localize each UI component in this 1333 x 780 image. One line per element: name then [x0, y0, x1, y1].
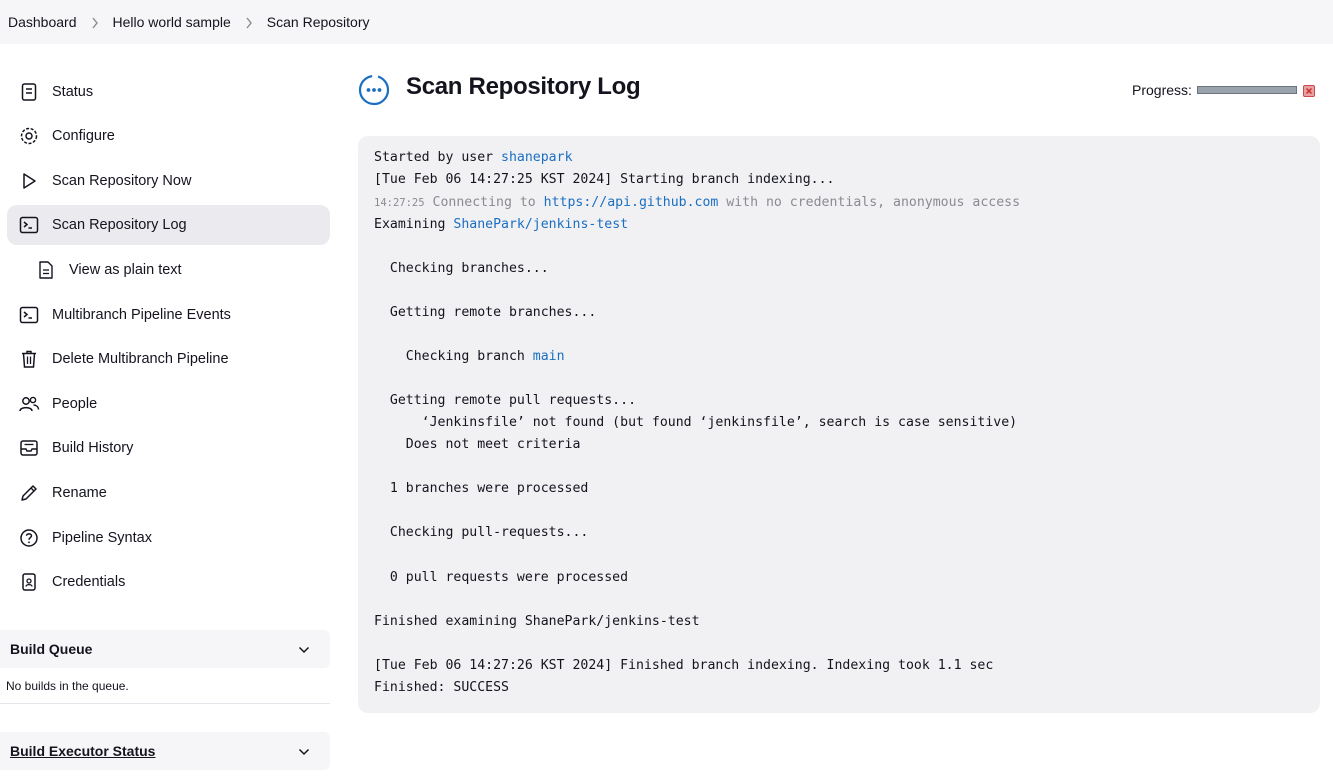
- console-line: [374, 347, 565, 367]
- progress-fill: [1198, 87, 1296, 93]
- chevron-down-icon[interactable]: [298, 744, 310, 760]
- people-icon: [18, 393, 40, 415]
- console-line: 0 pull requests were processed: [374, 570, 629, 585]
- terminal-icon: [18, 214, 40, 236]
- repository-link[interactable]: ShanePark/jenkins-test: [453, 217, 629, 232]
- build-executor-status-header[interactable]: [0, 732, 330, 770]
- sidebar-item-label: People: [52, 396, 98, 412]
- play-icon: [18, 170, 40, 192]
- console-timestamp: 14:27:25: [374, 197, 425, 209]
- sidebar-item-label: Status: [52, 84, 94, 100]
- console-line: Getting remote pull requests...: [374, 393, 637, 408]
- gear-icon: [18, 125, 40, 147]
- stop-icon[interactable]: [1303, 84, 1315, 96]
- sidebar-item-label: Scan Repository Now: [52, 173, 192, 189]
- console-text: Checking branch: [374, 349, 533, 364]
- sidebar-item-label: Delete Multibranch Pipeline: [52, 351, 229, 367]
- console-line: ‘Jenkinsfile’ not found (but found ‘jenkinsfile’, search is case sensitive): [374, 415, 1018, 430]
- console-line: Finished: SUCCESS: [374, 680, 509, 695]
- sidebar-item-multibranch-pipeline-events[interactable]: [7, 295, 330, 335]
- inbox-icon: [18, 437, 40, 459]
- console-line: [374, 148, 573, 168]
- console-text: Started by user: [374, 150, 502, 165]
- sidebar-item-pipeline-syntax[interactable]: [7, 518, 330, 558]
- credentials-icon: [18, 571, 40, 593]
- status-icon: [18, 81, 40, 103]
- console-text: Examining: [374, 217, 454, 232]
- console-line: Checking pull-requests...: [374, 525, 589, 540]
- console-text: with no credentials, anonymous access: [718, 195, 1021, 210]
- console-line: Checking branches...: [374, 261, 549, 276]
- console-text: Connecting to: [424, 195, 544, 210]
- chevron-down-icon[interactable]: [298, 642, 310, 658]
- sidebar-item-scan-repository-log[interactable]: [7, 205, 330, 245]
- document-icon: [35, 259, 57, 281]
- console-line: Does not meet criteria: [374, 437, 581, 452]
- chevron-right-icon: [231, 14, 267, 30]
- console-line: [374, 193, 1020, 213]
- console-line: [Tue Feb 06 14:27:26 KST 2024] Finished branch indexing. Indexing took 1.1 sec: [374, 658, 994, 673]
- sidebar-item-scan-repository-now[interactable]: [7, 161, 330, 201]
- console-line: Getting remote branches...: [374, 305, 597, 320]
- build-executor-status-title[interactable]: Build Executor Status: [10, 743, 156, 759]
- sidebar-item-label: Configure: [52, 128, 115, 144]
- sidebar-item-label: Rename: [52, 485, 107, 501]
- page-title: Scan Repository Log: [406, 73, 641, 100]
- sidebar-item-status[interactable]: [7, 72, 330, 112]
- pencil-icon: [18, 482, 40, 504]
- build-queue-title: Build Queue: [10, 641, 93, 657]
- api-github-link[interactable]: https://api.github.com: [543, 195, 719, 210]
- sidebar-item-label: View as plain text: [69, 262, 182, 278]
- console-output: [358, 136, 1320, 713]
- sidebar-item-people[interactable]: [7, 384, 330, 424]
- user-link[interactable]: shanepark: [501, 150, 573, 165]
- sidebar: [0, 44, 340, 780]
- terminal-icon: [18, 304, 40, 326]
- breadcrumb-dashboard[interactable]: Dashboard: [8, 14, 77, 30]
- chevron-right-icon: [77, 14, 113, 30]
- breadcrumb-scan-repository[interactable]: Scan Repository: [266, 14, 370, 30]
- build-queue-empty-text: No builds in the queue.: [6, 679, 129, 693]
- sidebar-item-build-history[interactable]: [7, 428, 330, 468]
- sidebar-item-label: Multibranch Pipeline Events: [52, 307, 231, 323]
- in-progress-icon: [358, 74, 390, 111]
- sidebar-item-label: Scan Repository Log: [52, 217, 187, 233]
- help-icon: [18, 527, 40, 549]
- sidebar-item-configure[interactable]: [7, 116, 330, 156]
- sidebar-item-label: Credentials: [52, 574, 126, 590]
- console-line: Finished examining ShanePark/jenkins-test: [374, 614, 700, 629]
- console-line: [374, 215, 628, 235]
- sidebar-item-rename[interactable]: [7, 473, 330, 513]
- breadcrumb: [0, 0, 1333, 44]
- sidebar-item-label: Build History: [52, 440, 134, 456]
- build-queue-header[interactable]: [0, 630, 330, 668]
- progress-label: Progress:: [1132, 82, 1192, 98]
- sidebar-item-credentials[interactable]: [7, 562, 330, 602]
- trash-icon: [18, 348, 40, 370]
- sidebar-item-view-as-plain-text[interactable]: [7, 250, 330, 290]
- breadcrumb-hello-world-sample[interactable]: Hello world sample: [112, 14, 231, 30]
- console-line: [Tue Feb 06 14:27:25 KST 2024] Starting branch indexing...: [374, 172, 835, 187]
- sidebar-item-label: Pipeline Syntax: [52, 530, 152, 546]
- sidebar-item-delete-multibranch-pipeline[interactable]: [7, 339, 330, 379]
- progress-bar: [1197, 86, 1297, 94]
- divider: [0, 703, 330, 704]
- console-line: 1 branches were processed: [374, 481, 589, 496]
- branch-link[interactable]: main: [532, 349, 565, 364]
